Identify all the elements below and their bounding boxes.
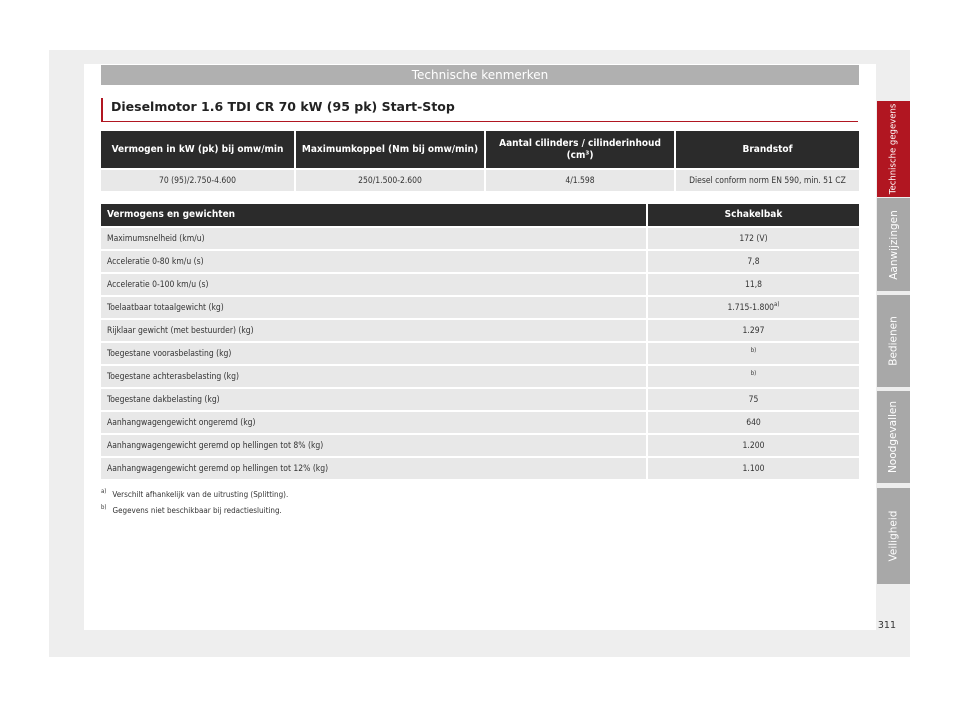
row-label: Aanhangwagengewicht ongeremd (kg): [101, 412, 646, 433]
weights-table: [99, 202, 861, 481]
footnotes: [101, 490, 288, 522]
table-row: [101, 366, 859, 387]
footnote-ref: a): [774, 300, 780, 308]
weights-table-body: [101, 228, 859, 479]
row-label: Toegestane achterasbelasting (kg): [101, 366, 646, 387]
table-row: [101, 435, 859, 456]
table-row: [101, 320, 859, 341]
value-text: 1.100: [742, 463, 765, 474]
column-header: Maximumkoppel (Nm bij omw/min): [296, 131, 484, 168]
table-header-row: [101, 131, 859, 168]
footnote: [101, 490, 288, 506]
table-cell: 250/1.500-2.600: [296, 170, 484, 191]
table-cell: 4/1.598: [486, 170, 674, 191]
footnote-ref: b): [750, 369, 757, 377]
row-label: Toegestane voorasbelasting (kg): [101, 343, 646, 364]
row-label: Toelaatbaar totaalgewicht (kg): [101, 297, 646, 318]
row-label: Rijklaar gewicht (met bestuurder) (kg): [101, 320, 646, 341]
row-label: Aanhangwagengewicht geremd op hellingen tot 8% (kg): [101, 435, 646, 456]
footnote-mark: b): [101, 504, 107, 511]
row-value: [648, 228, 859, 249]
table-cell: 70 (95)/2.750-4.600: [101, 170, 294, 191]
row-label: Aanhangwagengewicht geremd op hellingen tot 12% (kg): [101, 458, 646, 479]
row-value: [648, 343, 859, 364]
row-value: [648, 274, 859, 295]
section-heading: [101, 98, 858, 122]
value-text: 11,8: [744, 279, 763, 290]
table-row: [101, 274, 859, 295]
tab-veiligheid[interactable]: [877, 488, 910, 584]
row-value: [648, 251, 859, 272]
tab-label: Veiligheid: [887, 510, 900, 562]
column-header: Schakelbak: [648, 204, 859, 226]
table-row: [101, 297, 859, 318]
column-header: Vermogen in kW (pk) bij omw/min: [101, 131, 294, 168]
value-text: 640: [746, 417, 761, 428]
page-number: 311: [877, 620, 896, 631]
tab-bedienen[interactable]: [877, 295, 910, 387]
column-header: Brandstof: [676, 131, 859, 168]
value-text: 1.200: [742, 440, 765, 451]
table-row: [101, 343, 859, 364]
table-cell: Diesel conform norm EN 590, min. 51 CZ: [676, 170, 859, 191]
row-value: [648, 458, 859, 479]
row-value: [648, 412, 859, 433]
row-value: [648, 389, 859, 410]
tab-label: Noodgevallen: [887, 400, 900, 474]
value-text: 1.297: [742, 325, 765, 336]
tab-label: Bedienen: [887, 316, 900, 366]
row-value: [648, 366, 859, 387]
table-row: [101, 251, 859, 272]
value-text: 7,8: [747, 256, 760, 267]
table-row: [101, 389, 859, 410]
footnote-text: Verschilt afhankelijk van de uitrusting (Splitting).: [112, 490, 289, 499]
value-text: 1.715-1.800: [727, 302, 775, 313]
engine-spec-table: [99, 129, 861, 193]
footnote-text: Gegevens niet beschikbaar bij redactiesluiting.: [112, 506, 282, 515]
footnote: [101, 506, 288, 522]
column-header: Vermogens en gewichten: [101, 204, 646, 226]
row-label: Acceleratie 0-80 km/u (s): [101, 251, 646, 272]
table-row: [101, 458, 859, 479]
row-value: [648, 297, 859, 318]
footnote-ref: b): [750, 346, 757, 354]
table-row: [101, 170, 859, 191]
tab-noodgevallen[interactable]: [877, 391, 910, 483]
tab-technische-gegevens[interactable]: [877, 101, 910, 197]
tab-label: Aanwijzingen: [887, 209, 900, 280]
section-title: Dieselmotor 1.6 TDI CR 70 kW (95 pk) Start-Stop: [111, 99, 455, 114]
row-label: Toegestane dakbelasting (kg): [101, 389, 646, 410]
tab-aanwijzingen[interactable]: [877, 198, 910, 291]
row-value: [648, 435, 859, 456]
row-label: Acceleratie 0-100 km/u (s): [101, 274, 646, 295]
footnote-mark: a): [101, 488, 107, 495]
tab-label: Technische gegevens: [888, 103, 899, 195]
table-row: [101, 228, 859, 249]
column-header: Aantal cilinders / cilinderinhoud (cm³): [486, 131, 674, 168]
value-text: 75: [748, 394, 759, 405]
row-label: Maximumsnelheid (km/u): [101, 228, 646, 249]
table-header-row: [101, 204, 859, 226]
chapter-header: Technische kenmerken: [101, 65, 859, 85]
row-value: [648, 320, 859, 341]
table-row: [101, 412, 859, 433]
value-text: 172 (V): [739, 233, 768, 244]
